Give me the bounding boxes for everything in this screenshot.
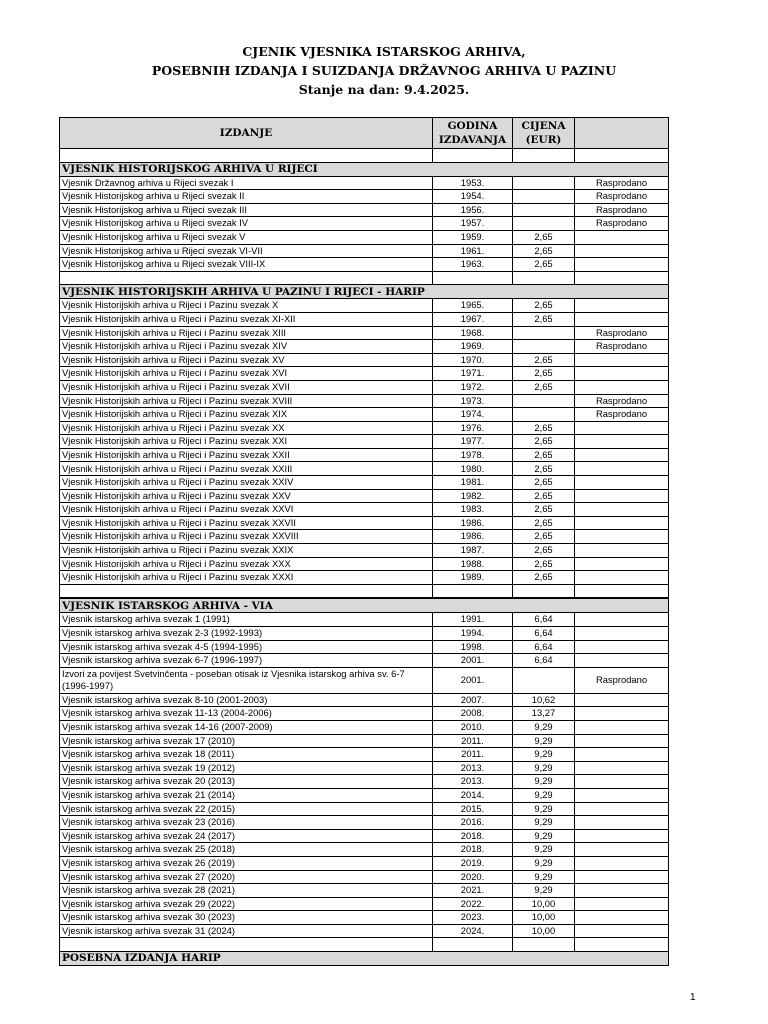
edition-price: 2,65	[513, 353, 575, 367]
table-row	[60, 203, 669, 217]
edition-name: Vjesnik Historijskih arhiva u Rijeci i Pazinu svezak XVII	[60, 380, 433, 394]
table-row	[60, 489, 669, 503]
table-row	[60, 421, 669, 435]
table-row	[60, 571, 669, 585]
edition-year: 2022.	[433, 897, 513, 911]
edition-price: 2,65	[513, 448, 575, 462]
edition-year: 2013.	[433, 775, 513, 789]
table-row	[60, 924, 669, 938]
edition-note	[575, 870, 669, 884]
table-row	[60, 816, 669, 830]
edition-name: Vjesnik istarskog arhiva svezak 14-16 (2007-2009)	[60, 720, 433, 734]
blank-row	[60, 271, 669, 285]
edition-note	[575, 734, 669, 748]
edition-note	[575, 448, 669, 462]
edition-year: 1970.	[433, 353, 513, 367]
table-row	[60, 367, 669, 381]
table-row	[60, 476, 669, 490]
edition-note	[575, 654, 669, 668]
table-row	[60, 544, 669, 558]
edition-name: Vjesnik istarskog arhiva svezak 31 (2024)	[60, 924, 433, 938]
edition-note	[575, 312, 669, 326]
edition-price: 2,65	[513, 489, 575, 503]
edition-price	[513, 340, 575, 354]
blank-row	[60, 584, 669, 598]
edition-year: 2001.	[433, 654, 513, 668]
edition-year: 1991.	[433, 613, 513, 627]
edition-name: Vjesnik istarskog arhiva svezak 2-3 (1992-1993)	[60, 627, 433, 641]
edition-name: Vjesnik Historijskih arhiva u Rijeci i Pazinu svezak XXVII	[60, 516, 433, 530]
edition-note: Rasprodano	[575, 203, 669, 217]
edition-year: 2011.	[433, 748, 513, 762]
edition-year: 2010.	[433, 720, 513, 734]
edition-note	[575, 299, 669, 313]
blank-cell	[433, 938, 513, 952]
edition-year: 1978.	[433, 448, 513, 462]
edition-year: 2021.	[433, 884, 513, 898]
edition-name: Vjesnik Historijskih arhiva u Rijeci i Pazinu svezak XIV	[60, 340, 433, 354]
table-row	[60, 340, 669, 354]
edition-price: 2,65	[513, 258, 575, 272]
edition-name: Vjesnik Historijskih arhiva u Rijeci i Pazinu svezak XXXI	[60, 571, 433, 585]
edition-note	[575, 489, 669, 503]
table-row	[60, 775, 669, 789]
edition-note	[575, 640, 669, 654]
edition-price: 9,29	[513, 870, 575, 884]
edition-year: 1986.	[433, 530, 513, 544]
edition-note	[575, 761, 669, 775]
page-number: 1	[690, 992, 696, 1003]
edition-name: Vjesnik Historijskih arhiva u Rijeci i Pazinu svezak XV	[60, 353, 433, 367]
table-row	[60, 516, 669, 530]
edition-name: Vjesnik istarskog arhiva svezak 18 (2011)	[60, 748, 433, 762]
edition-year: 1971.	[433, 367, 513, 381]
title-line-2: POSEBNIH IZDANJA I SUIZDANJA DRŽAVNOG ARHIVA U PAZINU	[151, 63, 617, 78]
edition-price: 2,65	[513, 312, 575, 326]
edition-note	[575, 380, 669, 394]
edition-price: 9,29	[513, 856, 575, 870]
blank-cell	[575, 271, 669, 285]
edition-year: 2011.	[433, 734, 513, 748]
table-row	[60, 843, 669, 857]
edition-year: 2019.	[433, 856, 513, 870]
table-row	[60, 258, 669, 272]
edition-note	[575, 816, 669, 830]
edition-price: 9,29	[513, 788, 575, 802]
edition-name: Vjesnik Historijskog arhiva u Rijeci svezak VI-VII	[60, 244, 433, 258]
edition-price: 9,29	[513, 775, 575, 789]
table-row	[60, 613, 669, 627]
edition-year: 2020.	[433, 870, 513, 884]
table-row	[60, 299, 669, 313]
edition-name: Vjesnik Historijskih arhiva u Rijeci i Pazinu svezak XXVIII	[60, 530, 433, 544]
table-body	[60, 149, 669, 966]
edition-price	[513, 394, 575, 408]
edition-price: 9,29	[513, 843, 575, 857]
edition-note	[575, 802, 669, 816]
edition-note	[575, 435, 669, 449]
header-note	[575, 118, 669, 149]
edition-price: 9,29	[513, 720, 575, 734]
edition-name: Vjesnik Historijskih arhiva u Rijeci i Pazinu svezak XXIII	[60, 462, 433, 476]
blank-cell	[575, 938, 669, 952]
edition-year: 2001.	[433, 667, 513, 693]
section-header-row	[60, 285, 669, 299]
edition-note	[575, 911, 669, 925]
edition-name: Vjesnik istarskog arhiva svezak 17 (2010)	[60, 734, 433, 748]
edition-price: 6,64	[513, 640, 575, 654]
edition-note: Rasprodano	[575, 394, 669, 408]
edition-year: 1968.	[433, 326, 513, 340]
edition-name: Vjesnik Historijskog arhiva u Rijeci svezak IV	[60, 217, 433, 231]
document-title	[0, 42, 768, 99]
section-title: VJESNIK HISTORIJSKIH ARHIVA U PAZINU I RIJECI - HARIP	[60, 285, 669, 299]
table-row	[60, 802, 669, 816]
edition-note	[575, 843, 669, 857]
edition-note	[575, 693, 669, 707]
edition-note: Rasprodano	[575, 176, 669, 190]
edition-note: Rasprodano	[575, 217, 669, 231]
edition-name: Vjesnik istarskog arhiva svezak 23 (2016)	[60, 816, 433, 830]
edition-name: Vjesnik istarskog arhiva svezak 26 (2019)	[60, 856, 433, 870]
edition-year: 1974.	[433, 408, 513, 422]
edition-note	[575, 544, 669, 558]
table-row	[60, 693, 669, 707]
edition-note	[575, 775, 669, 789]
edition-year: 2018.	[433, 829, 513, 843]
edition-price	[513, 190, 575, 204]
edition-price: 2,65	[513, 380, 575, 394]
edition-name: Vjesnik Historijskih arhiva u Rijeci i Pazinu svezak XIX	[60, 408, 433, 422]
edition-note: Rasprodano	[575, 190, 669, 204]
table-row	[60, 870, 669, 884]
edition-year: 1981.	[433, 476, 513, 490]
edition-name: Vjesnik Historijskih arhiva u Rijeci i Pazinu svezak X	[60, 299, 433, 313]
blank-cell	[60, 584, 433, 598]
edition-price: 2,65	[513, 367, 575, 381]
edition-year: 1976.	[433, 421, 513, 435]
table-row	[60, 326, 669, 340]
edition-year: 2007.	[433, 693, 513, 707]
edition-price: 2,65	[513, 421, 575, 435]
blank-cell	[513, 271, 575, 285]
edition-price: 9,29	[513, 761, 575, 775]
edition-price: 2,65	[513, 230, 575, 244]
table-row	[60, 897, 669, 911]
edition-price: 9,29	[513, 802, 575, 816]
edition-note	[575, 476, 669, 490]
edition-price: 2,65	[513, 571, 575, 585]
edition-year: 1972.	[433, 380, 513, 394]
header-izdanje: IZDANJE	[60, 118, 433, 149]
edition-note: Rasprodano	[575, 326, 669, 340]
edition-year: 1987.	[433, 544, 513, 558]
blank-cell	[513, 938, 575, 952]
edition-price: 2,65	[513, 544, 575, 558]
edition-note	[575, 748, 669, 762]
table-row	[60, 856, 669, 870]
section-header-row	[60, 162, 669, 176]
edition-price	[513, 176, 575, 190]
edition-year: 1953.	[433, 176, 513, 190]
edition-price: 10,00	[513, 911, 575, 925]
edition-year: 1983.	[433, 503, 513, 517]
edition-price: 9,29	[513, 734, 575, 748]
table-row	[60, 176, 669, 190]
title-line-1: CJENIK VJESNIKA ISTARSKOG ARHIVA,	[242, 44, 526, 59]
edition-year: 2016.	[433, 816, 513, 830]
edition-year: 1959.	[433, 230, 513, 244]
edition-name: Vjesnik istarskog arhiva svezak 29 (2022)	[60, 897, 433, 911]
section-title: VJESNIK ISTARSKOG ARHIVA - VIA	[60, 598, 669, 613]
edition-note	[575, 530, 669, 544]
blank-cell	[433, 584, 513, 598]
section-title: POSEBNA IZDANJA HARIP	[60, 952, 669, 966]
edition-note	[575, 571, 669, 585]
edition-year: 1977.	[433, 435, 513, 449]
table-row	[60, 530, 669, 544]
table-row	[60, 503, 669, 517]
edition-name: Vjesnik istarskog arhiva svezak 25 (2018)	[60, 843, 433, 857]
edition-note	[575, 230, 669, 244]
table-row	[60, 217, 669, 231]
edition-name: Vjesnik Historijskog arhiva u Rijeci svezak VIII-IX	[60, 258, 433, 272]
edition-year: 1980.	[433, 462, 513, 476]
table-row	[60, 627, 669, 641]
edition-year: 1963.	[433, 258, 513, 272]
header-godina: GODINA IZDAVANJA	[433, 118, 513, 149]
table-row	[60, 408, 669, 422]
edition-name: Vjesnik Historijskih arhiva u Rijeci i Pazinu svezak XXI	[60, 435, 433, 449]
header-cijena: CIJENA (EUR)	[513, 118, 575, 149]
edition-note	[575, 788, 669, 802]
edition-price	[513, 408, 575, 422]
table-row	[60, 557, 669, 571]
edition-note: Rasprodano	[575, 340, 669, 354]
edition-note	[575, 258, 669, 272]
blank-cell	[513, 584, 575, 598]
edition-price: 13,27	[513, 707, 575, 721]
edition-year: 1988.	[433, 557, 513, 571]
edition-price: 2,65	[513, 435, 575, 449]
edition-year: 1973.	[433, 394, 513, 408]
edition-price: 10,00	[513, 897, 575, 911]
edition-year: 1967.	[433, 312, 513, 326]
edition-name: Vjesnik Historijskog arhiva u Rijeci svezak V	[60, 230, 433, 244]
edition-note	[575, 829, 669, 843]
table-row	[60, 462, 669, 476]
edition-price: 10,00	[513, 924, 575, 938]
edition-name: Vjesnik istarskog arhiva svezak 8-10 (2001-2003)	[60, 693, 433, 707]
blank-cell	[513, 149, 575, 163]
edition-name: Vjesnik Historijskih arhiva u Rijeci i Pazinu svezak XXII	[60, 448, 433, 462]
edition-price: 2,65	[513, 476, 575, 490]
section-header-row	[60, 952, 669, 966]
edition-note	[575, 707, 669, 721]
edition-year: 1989.	[433, 571, 513, 585]
edition-year: 1986.	[433, 516, 513, 530]
table-row	[60, 761, 669, 775]
edition-name: Vjesnik Historijskog arhiva u Rijeci svezak II	[60, 190, 433, 204]
edition-price: 2,65	[513, 503, 575, 517]
edition-name: Vjesnik Historijskih arhiva u Rijeci i Pazinu svezak XI-XII	[60, 312, 433, 326]
edition-year: 2015.	[433, 802, 513, 816]
blank-cell	[60, 271, 433, 285]
edition-name: Vjesnik Historijskih arhiva u Rijeci i Pazinu svezak XX	[60, 421, 433, 435]
table-row	[60, 734, 669, 748]
blank-row	[60, 938, 669, 952]
edition-price	[513, 326, 575, 340]
edition-year: 1956.	[433, 203, 513, 217]
edition-price	[513, 667, 575, 693]
edition-name: Vjesnik Historijskih arhiva u Rijeci i Pazinu svezak XXV	[60, 489, 433, 503]
edition-note	[575, 516, 669, 530]
table-row	[60, 244, 669, 258]
edition-price: 9,29	[513, 829, 575, 843]
blank-cell	[575, 584, 669, 598]
edition-year: 1957.	[433, 217, 513, 231]
edition-price: 2,65	[513, 516, 575, 530]
edition-name: Vjesnik Historijskih arhiva u Rijeci i Pazinu svezak XXVI	[60, 503, 433, 517]
edition-year: 1969.	[433, 340, 513, 354]
edition-name: Vjesnik Historijskih arhiva u Rijeci i Pazinu svezak XIII	[60, 326, 433, 340]
edition-note	[575, 503, 669, 517]
edition-note: Rasprodano	[575, 667, 669, 693]
edition-price: 2,65	[513, 244, 575, 258]
blank-cell	[433, 271, 513, 285]
edition-name: Vjesnik istarskog arhiva svezak 21 (2014)	[60, 788, 433, 802]
table-row	[60, 720, 669, 734]
edition-year: 2023.	[433, 911, 513, 925]
table-row	[60, 190, 669, 204]
edition-note	[575, 462, 669, 476]
edition-year: 2014.	[433, 788, 513, 802]
edition-note	[575, 367, 669, 381]
table-row	[60, 667, 669, 693]
edition-name: Vjesnik Historijskog arhiva u Rijeci svezak III	[60, 203, 433, 217]
table-row	[60, 654, 669, 668]
table-row	[60, 911, 669, 925]
edition-price: 6,64	[513, 627, 575, 641]
edition-name: Vjesnik Historijskih arhiva u Rijeci i Pazinu svezak XXX	[60, 557, 433, 571]
title-date-line: Stanje na dan: 9.4.2025.	[298, 82, 470, 97]
edition-note	[575, 627, 669, 641]
edition-name: Vjesnik istarskog arhiva svezak 11-13 (2004-2006)	[60, 707, 433, 721]
edition-note	[575, 557, 669, 571]
edition-note	[575, 897, 669, 911]
section-title: VJESNIK HISTORIJSKOG ARHIVA U RIJECI	[60, 162, 669, 176]
edition-name: Vjesnik istarskog arhiva svezak 20 (2013)	[60, 775, 433, 789]
edition-name: Vjesnik istarskog arhiva svezak 4-5 (1994-1995)	[60, 640, 433, 654]
edition-note	[575, 244, 669, 258]
table-row	[60, 707, 669, 721]
edition-name: Vjesnik istarskog arhiva svezak 1 (1991)	[60, 613, 433, 627]
edition-year: 1998.	[433, 640, 513, 654]
edition-price: 2,65	[513, 557, 575, 571]
table-row	[60, 312, 669, 326]
edition-price: 10,62	[513, 693, 575, 707]
edition-price: 2,65	[513, 530, 575, 544]
table-row	[60, 448, 669, 462]
edition-year: 2013.	[433, 761, 513, 775]
blank-cell	[60, 149, 433, 163]
table-row	[60, 435, 669, 449]
table-row	[60, 640, 669, 654]
edition-note	[575, 856, 669, 870]
edition-note	[575, 924, 669, 938]
edition-year: 1982.	[433, 489, 513, 503]
table-row	[60, 748, 669, 762]
edition-name: Izvori za povijest Svetvinčenta - poseban otisak iz Vjesnika istarskog arhiva sv. 6-7 (1996-1997)	[60, 667, 433, 693]
edition-price: 9,29	[513, 816, 575, 830]
edition-name: Vjesnik istarskog arhiva svezak 19 (2012)	[60, 761, 433, 775]
edition-name: Vjesnik Državnog arhiva u Rijeci svezak I	[60, 176, 433, 190]
edition-name: Vjesnik istarskog arhiva svezak 27 (2020)	[60, 870, 433, 884]
edition-name: Vjesnik Historijskih arhiva u Rijeci i Pazinu svezak XVIII	[60, 394, 433, 408]
table-row	[60, 884, 669, 898]
edition-price	[513, 217, 575, 231]
blank-cell	[575, 149, 669, 163]
edition-price: 6,64	[513, 654, 575, 668]
edition-price: 9,29	[513, 748, 575, 762]
edition-name: Vjesnik Historijskih arhiva u Rijeci i Pazinu svezak XVI	[60, 367, 433, 381]
edition-note	[575, 613, 669, 627]
edition-price: 2,65	[513, 462, 575, 476]
table-row	[60, 394, 669, 408]
edition-name: Vjesnik istarskog arhiva svezak 30 (2023)	[60, 911, 433, 925]
edition-year: 2024.	[433, 924, 513, 938]
table-row	[60, 230, 669, 244]
blank-row	[60, 149, 669, 163]
edition-year: 1994.	[433, 627, 513, 641]
edition-name: Vjesnik Historijskih arhiva u Rijeci i Pazinu svezak XXIX	[60, 544, 433, 558]
edition-note	[575, 720, 669, 734]
edition-year: 2018.	[433, 843, 513, 857]
edition-price: 6,64	[513, 613, 575, 627]
table-row	[60, 353, 669, 367]
edition-name: Vjesnik istarskog arhiva svezak 22 (2015)	[60, 802, 433, 816]
section-header-row	[60, 598, 669, 613]
price-table	[59, 117, 669, 966]
edition-year: 1965.	[433, 299, 513, 313]
blank-cell	[433, 149, 513, 163]
edition-price: 2,65	[513, 299, 575, 313]
table-row	[60, 380, 669, 394]
edition-name: Vjesnik Historijskih arhiva u Rijeci i Pazinu svezak XXIV	[60, 476, 433, 490]
edition-name: Vjesnik istarskog arhiva svezak 28 (2021)	[60, 884, 433, 898]
edition-price: 9,29	[513, 884, 575, 898]
table-row	[60, 829, 669, 843]
edition-name: Vjesnik istarskog arhiva svezak 6-7 (1996-1997)	[60, 654, 433, 668]
edition-year: 1961.	[433, 244, 513, 258]
edition-note	[575, 353, 669, 367]
table-row	[60, 788, 669, 802]
edition-note	[575, 421, 669, 435]
edition-note	[575, 884, 669, 898]
edition-year: 2008.	[433, 707, 513, 721]
table-header-row	[60, 118, 669, 149]
edition-price	[513, 203, 575, 217]
edition-note: Rasprodano	[575, 408, 669, 422]
edition-name: Vjesnik istarskog arhiva svezak 24 (2017)	[60, 829, 433, 843]
edition-year: 1954.	[433, 190, 513, 204]
blank-cell	[60, 938, 433, 952]
